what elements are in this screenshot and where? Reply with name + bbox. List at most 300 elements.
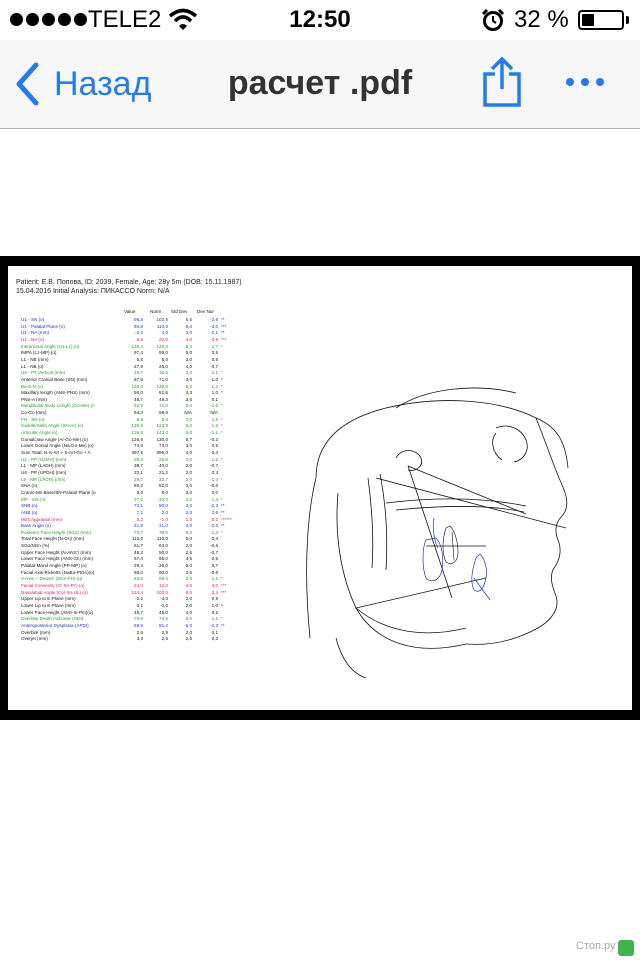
- row-std-dev: 4,0: [185, 523, 192, 529]
- row-std-dev: 5,0: [185, 383, 192, 389]
- row-dev-nor: N/A: [210, 410, 218, 416]
- row-dev-nor: 0,1: [211, 396, 218, 402]
- row-name: L6 - MP (LPDH) (mm): [21, 476, 66, 482]
- column-header-std-dev: Std Dev: [171, 309, 188, 314]
- row-name: PNS-A (mm): [21, 396, 47, 402]
- row-name: Palatal-Mand Angle (PP-MP) (o): [21, 563, 87, 569]
- row-std-dev: 3,0: [185, 483, 192, 489]
- row-std-dev: 1,0: [185, 516, 192, 522]
- row-name: U6 - PP (UPDH) (mm): [21, 469, 67, 475]
- row-std-dev: 6,7: [185, 436, 192, 442]
- row-value: 136,6: [131, 430, 143, 436]
- row-significance: *: [221, 496, 223, 502]
- row-value: 67,9: [134, 376, 143, 382]
- row-value: 138,4: [131, 343, 143, 349]
- row-norm: 71,0: [159, 403, 168, 409]
- row-std-dev: 3,0: [185, 356, 192, 362]
- row-significance: *: [221, 416, 223, 422]
- column-header-value: Value: [124, 309, 136, 314]
- row-std-dev: 5,0: [185, 423, 192, 429]
- row-name: Sum Total: N-S-Art + S-Art-Go + A: [21, 450, 91, 455]
- row-name: Wits Appraisal (mm): [21, 516, 63, 522]
- row-name: U1 - NA (mm): [21, 330, 50, 336]
- row-name: SNB (o): [21, 503, 38, 509]
- row-significance: *: [221, 390, 223, 396]
- row-significance: ***: [221, 323, 227, 329]
- row-std-dev: 6,0: [185, 430, 192, 436]
- row-dev-nor: 3,4: [211, 589, 218, 595]
- row-value: 5,2: [136, 516, 143, 522]
- pdf-viewer[interactable]: [0, 256, 640, 720]
- row-value: 49,7: [134, 396, 143, 402]
- row-dev-nor: 0,1: [211, 629, 218, 635]
- row-norm: 16,5: [159, 370, 168, 376]
- row-name: Lower Face Height (ANS-Gn) (mm): [21, 556, 93, 562]
- row-norm: 130,0: [156, 436, 168, 442]
- row-std-dev: 5,5: [185, 317, 192, 322]
- row-std-dev: 3,0: [185, 503, 192, 509]
- row-significance: ******: [221, 516, 232, 522]
- row-std-dev: 3,0: [185, 443, 192, 449]
- row-std-dev: 5,0: [185, 323, 192, 329]
- row-dev-nor: 0,4: [211, 450, 218, 455]
- row-norm: 74,5: [159, 616, 168, 622]
- row-std-dev: 3,8: [185, 576, 192, 582]
- row-name: Co-Go (mm): [21, 410, 47, 416]
- row-norm: 80,0: [159, 503, 168, 509]
- column-header-norm: Norm: [150, 309, 162, 314]
- row-significance: *: [221, 602, 223, 608]
- row-dev-nor: 1,2: [211, 456, 218, 462]
- row-norm: 5,0: [161, 356, 168, 362]
- row-significance: *: [221, 576, 223, 582]
- row-norm: 22,0: [159, 336, 168, 342]
- row-value: 2,6: [136, 629, 143, 635]
- row-name: U1 - Palatal Plane (o): [21, 323, 65, 329]
- row-dev-nor: 0,9: [211, 596, 218, 602]
- row-value: 19,7: [134, 370, 143, 376]
- row-value: 124,4: [131, 589, 143, 595]
- row-dev-nor: 0,2: [211, 609, 218, 615]
- row-value: 54,3: [134, 410, 143, 416]
- row-name: IMPA (L1-MP) (o): [21, 350, 57, 356]
- row-std-dev: 3,5: [185, 569, 192, 575]
- row-norm: 130,0: [156, 383, 168, 389]
- row-std-dev: 4,0: [185, 496, 192, 502]
- row-std-dev: 6,0: [185, 563, 192, 569]
- battery-tip: [626, 16, 629, 24]
- more-button[interactable]: [566, 78, 604, 86]
- row-dev-nor: 0,5: [211, 356, 218, 362]
- row-dev-nor: -0,2: [210, 436, 218, 442]
- back-label: Назад: [54, 64, 152, 103]
- row-norm: 45,0: [159, 609, 168, 615]
- row-name: SGo/NGn (%): [21, 543, 50, 549]
- row-dev-nor: 1,7: [211, 343, 218, 349]
- row-name: Lower Face Height (ANS-Xi-Pm)(o): [21, 609, 93, 615]
- back-button[interactable]: [14, 40, 151, 128]
- row-dev-nor: 1,0: [211, 390, 218, 396]
- row-value: 79,8: [134, 616, 143, 622]
- row-norm: 21,2: [159, 469, 168, 475]
- row-value: 397,5: [131, 450, 143, 455]
- status-bar: [0, 0, 640, 40]
- row-dev-nor: 1,0: [211, 602, 218, 608]
- row-norm: 59,4: [159, 576, 168, 582]
- row-norm: 25,0: [159, 363, 168, 369]
- row-name: Articular Angle (o): [21, 430, 58, 436]
- row-std-dev: N/A: [184, 410, 192, 416]
- row-name: Maxillary length (ANS-PNS) (mm): [21, 390, 90, 396]
- row-value: 61,7: [134, 543, 143, 549]
- row-dev-nor: 1,1: [211, 576, 218, 582]
- row-significance: *: [221, 476, 223, 482]
- row-significance: **: [221, 509, 225, 515]
- row-value: 38,7: [134, 463, 143, 469]
- row-dev-nor: 1,6: [211, 423, 218, 429]
- row-value: 69,9: [134, 622, 143, 628]
- row-dev-nor: 1,1: [211, 616, 218, 622]
- document-title: расчет .pdf: [227, 64, 413, 102]
- watermark: Стоп.ру: [576, 940, 616, 952]
- row-significance: **: [221, 523, 225, 529]
- column-header-dev-nor: Dev Nor: [197, 309, 214, 314]
- row-dev-nor: 2,6: [211, 509, 218, 515]
- row-norm: 2,0: [161, 509, 168, 515]
- row-std-dev: 4,5: [185, 556, 192, 562]
- row-significance: ***: [221, 583, 227, 588]
- row-std-dev: 2,0: [185, 543, 192, 549]
- row-std-dev: 5,0: [185, 536, 192, 542]
- row-std-dev: 3,0: [185, 376, 192, 382]
- row-dev-nor: 0,3: [211, 636, 218, 642]
- row-significance: *: [221, 423, 223, 429]
- row-norm: 49,3: [159, 396, 168, 402]
- row-std-dev: 2,0: [185, 602, 192, 608]
- row-dev-nor: 0,5: [211, 443, 218, 449]
- row-dev-nor: -0,7: [210, 463, 218, 469]
- row-value: 130,8: [131, 423, 143, 429]
- watermark-logo-icon: [618, 940, 634, 956]
- row-name: L1 - MP (LADH) (mm): [21, 463, 66, 469]
- row-std-dev: 2,5: [185, 636, 192, 642]
- row-norm: 5,0: [161, 416, 168, 422]
- row-std-dev: 3,5: [185, 396, 192, 402]
- share-icon: [482, 56, 522, 108]
- row-dev-nor: 0,4: [211, 536, 218, 542]
- row-value: 24,0: [134, 583, 143, 588]
- row-name: SNA (o): [21, 483, 38, 489]
- row-name: U1 - PP (UADH) (mm): [21, 456, 67, 462]
- row-std-dev: 4,0: [185, 583, 192, 588]
- cephalometric-tracing: [276, 278, 626, 698]
- row-value: 48,3: [134, 549, 143, 555]
- row-name: Posterior Face Height (SGo) (mm): [21, 529, 91, 535]
- row-value: 63,6: [134, 576, 143, 582]
- row-norm: 2,5: [161, 636, 168, 642]
- row-dev-nor: -2,3: [210, 622, 218, 628]
- navigation-bar: [0, 40, 640, 129]
- row-value: 8,6: [136, 416, 143, 422]
- row-name: Facial Axis-Ricketts (NaBa-PtGn)(o): [21, 569, 95, 575]
- row-name: Saddle/Sella Angle (SN-Ar) (o): [21, 423, 84, 429]
- row-dev-nor: 0,7: [211, 363, 218, 369]
- row-name: FH - SN (o): [21, 416, 45, 422]
- row-significance: ***: [221, 589, 227, 595]
- chevron-left-icon: [14, 62, 40, 106]
- row-norm: 102,0: [156, 589, 168, 595]
- row-norm: 81,4: [159, 622, 168, 628]
- row-value: 45,7: [134, 609, 143, 615]
- row-value: 37,5: [134, 496, 143, 502]
- row-value: 97,4: [134, 350, 143, 356]
- row-std-dev: 2,0: [185, 509, 192, 515]
- row-significance: *: [221, 616, 223, 622]
- row-dev-nor: 0,7: [211, 563, 218, 569]
- row-std-dev: 2,0: [185, 469, 192, 475]
- row-value: 136,0: [131, 383, 143, 389]
- row-value: 29,7: [134, 476, 143, 482]
- row-std-dev: 2,0: [185, 476, 192, 482]
- row-significance: **: [221, 330, 225, 336]
- row-std-dev: 5,0: [185, 350, 192, 356]
- row-value: 94,8: [134, 323, 143, 329]
- row-norm: 102,5: [156, 317, 168, 322]
- row-name: U1 - SN (o): [21, 317, 45, 322]
- row-value: 22,1: [134, 469, 143, 475]
- row-name: Bass Angle (o): [21, 523, 51, 529]
- row-name: Overbite Depth Indicator (ODI): [21, 616, 84, 622]
- row-dev-nor: -0,6: [210, 543, 218, 549]
- row-name: L1 - NB (o): [21, 363, 44, 369]
- more-icon-dot: [581, 78, 589, 86]
- row-dev-nor: 0,0: [211, 489, 218, 495]
- patient-info-line: Patient: Е.В. Попова, ID: 2039, Female, Age: 28y 5m (DOB: 15.11.1987): [16, 279, 242, 286]
- row-value: 21,8: [134, 523, 143, 529]
- row-value: 112,0: [131, 536, 143, 542]
- row-dev-nor: -2,1: [210, 330, 218, 336]
- row-significance: *: [221, 383, 223, 389]
- row-significance: *: [221, 456, 223, 462]
- patient-header: [16, 278, 242, 296]
- row-value: 3,3: [136, 636, 143, 642]
- alarm-icon: [480, 8, 506, 37]
- row-std-dev: 4,0: [185, 363, 192, 369]
- analysis-info-line: 15.04.2016 Initial Analysis: ПИКАССО Norm: N/A: [16, 288, 170, 295]
- row-dev-nor: -0,6: [210, 569, 218, 575]
- row-name: Ba-S-N (o): [21, 383, 43, 389]
- row-dev-nor: -1,0: [210, 376, 218, 382]
- row-norm: 123,0: [156, 423, 168, 429]
- more-icon-dot: [596, 78, 604, 86]
- row-name: Lower Lip to E-Plane (mm): [21, 602, 76, 608]
- row-norm: 31,0: [159, 523, 168, 529]
- row-std-dev: 3,0: [185, 489, 192, 495]
- battery-percent: 32 %: [514, 6, 569, 33]
- row-name: Mandibular Body Length (Go-Me) (n: [21, 403, 95, 409]
- row-name: Anteroposterior Dysplasia (APDI): [21, 622, 89, 628]
- row-name: Y-Axis -- Downs' (SGn-FH) (o): [21, 576, 83, 582]
- row-value: 62,9: [134, 403, 143, 409]
- row-significance: ***: [221, 336, 227, 342]
- row-std-dev: 3,0: [185, 330, 192, 336]
- row-norm: -1,0: [160, 516, 168, 522]
- row-name: Upper Lip to E-Plane (mm): [21, 596, 76, 602]
- row-dev-nor: 1,2: [211, 383, 218, 389]
- row-norm: 58,9: [159, 410, 168, 416]
- row-significance: **: [221, 317, 225, 322]
- row-dev-nor: -1,4: [210, 529, 218, 535]
- row-std-dev: 6,0: [185, 529, 192, 535]
- row-value: 8,0: [136, 489, 143, 495]
- row-name: U1 - NA (o): [21, 336, 44, 342]
- row-std-dev: 2,0: [185, 416, 192, 422]
- row-significance: *: [221, 343, 223, 349]
- row-value: -2,2: [135, 330, 143, 336]
- row-name: ANB (o): [21, 509, 38, 515]
- row-norm: 110,0: [156, 323, 168, 329]
- row-dev-nor: 0,5: [211, 556, 218, 562]
- row-significance: *: [221, 376, 223, 382]
- row-significance: *: [221, 403, 223, 409]
- row-value: 96,8: [134, 317, 143, 322]
- row-value: 27,9: [134, 363, 143, 369]
- row-norm: 4,0: [161, 330, 168, 336]
- row-std-dev: 5,0: [185, 616, 192, 622]
- row-name: L1 - NB (mm): [21, 356, 49, 362]
- row-std-dev: 3,0: [185, 370, 192, 376]
- row-name: Gonial/Jaw Angle (Ar-Go-Me) (o): [21, 436, 88, 442]
- row-dev-nor: 0,4: [211, 469, 218, 475]
- row-norm: 12,0: [159, 583, 168, 588]
- row-significance: *: [221, 370, 223, 376]
- row-std-dev: 4,0: [185, 609, 192, 615]
- row-norm: 63,0: [159, 543, 168, 549]
- row-std-dev: 5,0: [185, 622, 192, 628]
- row-norm: 8,0: [161, 489, 168, 495]
- row-dev-nor: 1,4: [211, 496, 218, 502]
- row-std-dev: 8,0: [185, 589, 192, 595]
- row-value: 73,1: [134, 503, 143, 509]
- row-name: Nasolabial Angle (Col-Sn-UL) (o): [21, 589, 88, 595]
- row-significance: *: [221, 529, 223, 535]
- row-norm: 65,0: [159, 556, 168, 562]
- row-dev-nor: -2,9: [210, 317, 218, 322]
- row-norm: 32,0: [159, 496, 168, 502]
- battery-icon: [578, 10, 624, 30]
- row-std-dev: 2,0: [185, 629, 192, 635]
- row-norm: 32,7: [159, 476, 168, 482]
- row-std-dev: 5,0: [185, 343, 192, 349]
- row-value: 28,3: [134, 456, 143, 462]
- row-value: 74,6: [134, 443, 143, 449]
- row-norm: 143,0: [156, 430, 168, 436]
- row-value: 67,4: [134, 556, 143, 562]
- row-dev-nor: -3,9: [210, 336, 218, 342]
- row-name: Total Face Height (N-Gn) (mm): [21, 536, 85, 542]
- row-value: 80,2: [134, 483, 143, 489]
- share-button[interactable]: [482, 56, 522, 113]
- row-norm: 25,8: [159, 456, 168, 462]
- row-name: Interincisal Angle (U1-L1) (o): [21, 343, 80, 349]
- row-value: -2,2: [135, 596, 143, 602]
- row-norm: 71,0: [159, 376, 168, 382]
- row-std-dev: 2,0: [185, 456, 192, 462]
- row-std-dev: 4,0: [185, 336, 192, 342]
- row-name: U6 - PT Vertical (mm): [21, 370, 66, 376]
- row-dev-nor: -0,7: [210, 549, 218, 555]
- row-std-dev: 4,3: [185, 390, 192, 396]
- row-norm: 396,0: [156, 450, 168, 455]
- row-significance: **: [221, 622, 225, 628]
- row-norm: 110,0: [156, 536, 168, 542]
- row-dev-nor: 1,8: [211, 416, 218, 422]
- row-norm: 82,0: [159, 483, 168, 489]
- row-name: Facial Convexity (G'-Sn-Pr') (o): [21, 583, 85, 588]
- status-time: 12:50: [289, 6, 351, 33]
- row-dev-nor: -2,3: [210, 523, 218, 529]
- row-norm: 79,0: [159, 529, 168, 535]
- row-norm: 40,0: [159, 463, 168, 469]
- row-significance: **: [221, 503, 225, 509]
- row-dev-nor: 1,1: [211, 370, 218, 376]
- row-norm: 90,0: [159, 569, 168, 575]
- row-norm: -4,0: [160, 596, 168, 602]
- row-dev-nor: -3,0: [210, 323, 218, 329]
- row-value: 29,4: [134, 563, 143, 569]
- row-dev-nor: -1,1: [210, 430, 218, 436]
- row-name: Anterior Cranial Base (SN) (mm): [21, 376, 88, 382]
- row-std-dev: 2,0: [185, 463, 192, 469]
- row-dev-nor: -1,4: [210, 476, 218, 482]
- row-value: 7,1: [136, 509, 143, 515]
- row-name: Lower Gonial Angle (Na-Go-Me) (o): [21, 443, 94, 449]
- row-name: Cranio-Mx Base/SN-Palatal Plane (o: [21, 489, 96, 495]
- row-norm: -2,0: [160, 602, 168, 608]
- row-value: 56,0: [134, 390, 143, 396]
- row-name: Overbite (mm): [21, 629, 51, 635]
- more-icon: [566, 78, 574, 86]
- row-significance: *: [221, 430, 223, 436]
- row-value: 0,1: [136, 602, 143, 608]
- row-norm: 25,0: [159, 563, 168, 569]
- row-dev-nor: -0,6: [210, 483, 218, 489]
- row-value: 88,0: [134, 569, 143, 575]
- row-std-dev: 5,0: [185, 403, 192, 409]
- row-value: 70,7: [134, 529, 143, 535]
- row-std-dev: 4,0: [185, 450, 192, 455]
- row-norm: 2,5: [161, 629, 168, 635]
- pdf-page: [8, 266, 632, 710]
- row-value: 6,6: [136, 336, 143, 342]
- row-norm: 73,0: [159, 443, 168, 449]
- row-norm: 50,0: [159, 549, 168, 555]
- row-dev-nor: 3,0: [211, 583, 218, 588]
- row-name: MP - SN (o): [21, 496, 46, 502]
- row-value: 128,6: [131, 436, 143, 442]
- row-name: Upper Face Height (N-ANS') (mm): [21, 549, 92, 555]
- row-std-dev: 2,0: [185, 596, 192, 602]
- carrier-label: TELE2: [88, 6, 162, 33]
- row-dev-nor: 6,2: [211, 516, 218, 522]
- row-std-dev: 2,5: [185, 549, 192, 555]
- row-norm: 95,0: [159, 350, 168, 356]
- row-norm: 130,0: [156, 343, 168, 349]
- row-value: 6,5: [136, 356, 143, 362]
- row-dev-nor: 0,5: [211, 350, 218, 356]
- row-dev-nor: -2,3: [210, 503, 218, 509]
- row-norm: 51,6: [159, 390, 168, 396]
